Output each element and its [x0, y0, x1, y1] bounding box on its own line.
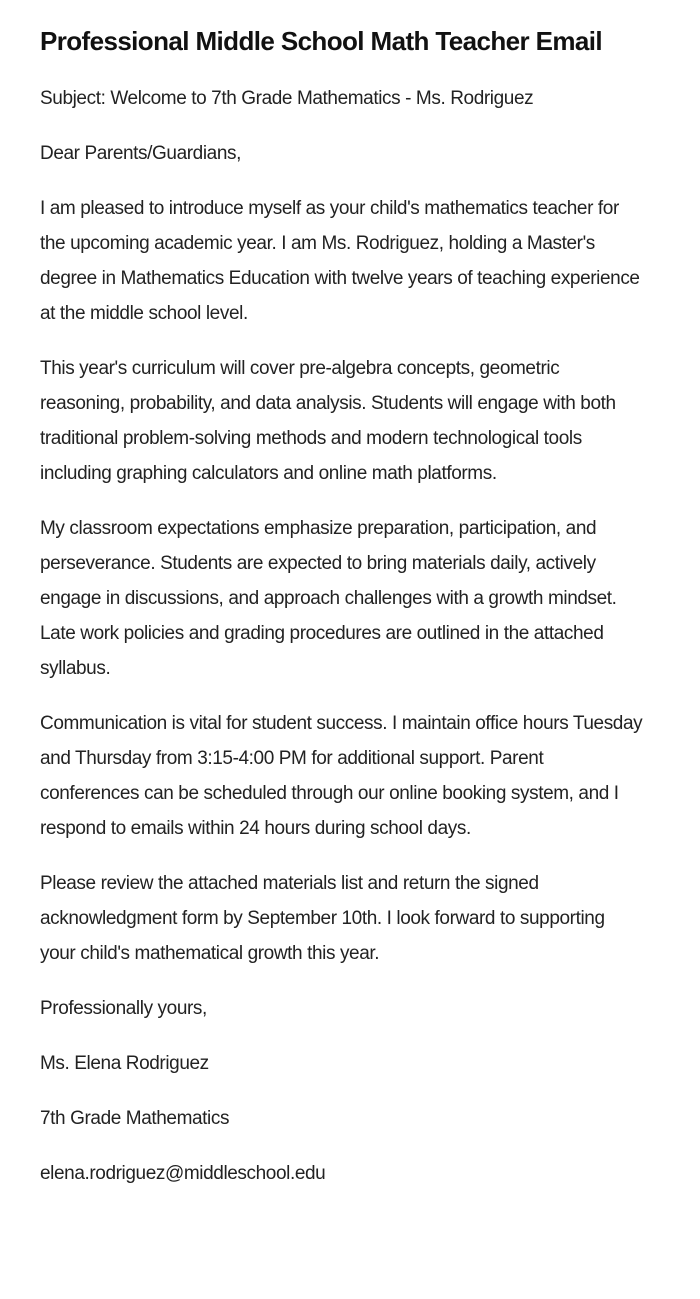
- signature-name: Ms. Elena Rodriguez: [40, 1053, 209, 1074]
- body-paragraph-expectations: My classroom expectations emphasize preparation, participation, and perseverance. Students are expected to bring materials daily, actively engage in discussions, and approach challenges with a growth mindset. Late work policies and grading procedures are outlined in the attached syllabus.: [40, 518, 617, 679]
- greeting: Dear Parents/Guardians,: [40, 143, 241, 164]
- page-title: Professional Middle School Math Teacher Email: [40, 26, 602, 56]
- signature-email-address: elena.rodriguez@middleschool.edu: [40, 1163, 326, 1184]
- body-paragraph-intro: I am pleased to introduce myself as your child's mathematics teacher for the upcoming academic year. I am Ms. Rodriguez, holding a Master's degree in Mathematics Education with twelve years of teaching experience at the middle school level.: [40, 198, 640, 324]
- body-paragraph-materials: Please review the attached materials list and return the signed acknowledgment form by September 10th. I look forward to supporting your child's mathematical growth this year.: [40, 873, 605, 964]
- signature-role: 7th Grade Mathematics: [40, 1108, 230, 1129]
- subject-line: Subject: Welcome to 7th Grade Mathematics - Ms. Rodriguez: [40, 88, 534, 109]
- body-paragraph-communication: Communication is vital for student success. I maintain office hours Tuesday and Thursday from 3:15-4:00 PM for additional support. Parent conferences can be scheduled through our online booking system, and I respond to emails within 24 hours during school days.: [40, 713, 643, 839]
- body-paragraph-curriculum: This year's curriculum will cover pre-algebra concepts, geometric reasoning, probability, and data analysis. Students will engage with both traditional problem-solving methods and modern technological tools including graphing calculators and online math platforms.: [40, 358, 616, 484]
- closing-line: Professionally yours,: [40, 998, 207, 1019]
